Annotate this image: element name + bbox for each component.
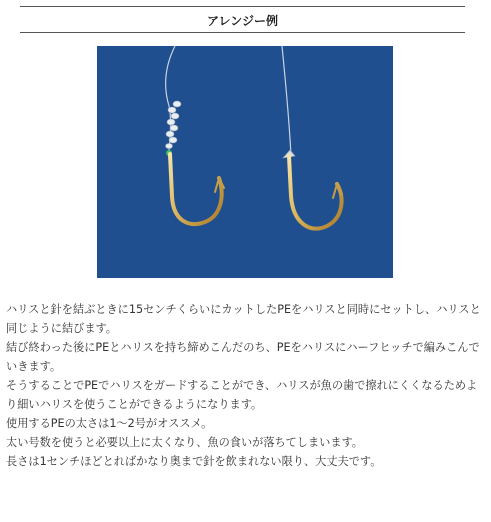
paragraph: ハリスと針を結ぶときに15センチくらいにカットしたPEをハリスと同時にセットし、ハリスと同じように結びます。 xyxy=(6,303,481,335)
article-body xyxy=(6,300,486,471)
pe-braid-wrap xyxy=(166,101,182,149)
section-header xyxy=(20,6,465,33)
paragraph: 太い号数を使うと必要以上に太くなり、魚の食いが落ちてしまいます。 xyxy=(6,436,363,449)
paragraph: 長さは1センチほどとればかなり奥まで針を飲まれない限り、大丈夫です。 xyxy=(6,455,382,468)
paragraph: そうすることでPEでハリスをガードすることができ、ハリスが魚の歯で擦れにくくなるためより細いハリスを使うことができるようになります。 xyxy=(6,379,478,411)
left-hook-with-pe xyxy=(166,46,225,224)
paragraph: 使用するPEの太さは1～2号がオススメ。 xyxy=(6,417,213,430)
paragraph: 結び終わった後にPEとハリスを持ち締めこんだのち、PEをハリスにハーフヒッチで編みこんでいきます。 xyxy=(6,341,480,373)
leader-line-right xyxy=(282,46,291,156)
right-hook-plain xyxy=(282,46,342,229)
left-hook-body xyxy=(170,154,222,224)
section-title: アレンジー例 xyxy=(207,14,278,28)
hook-illustration xyxy=(97,46,393,278)
hook-illustration-svg xyxy=(97,46,393,278)
